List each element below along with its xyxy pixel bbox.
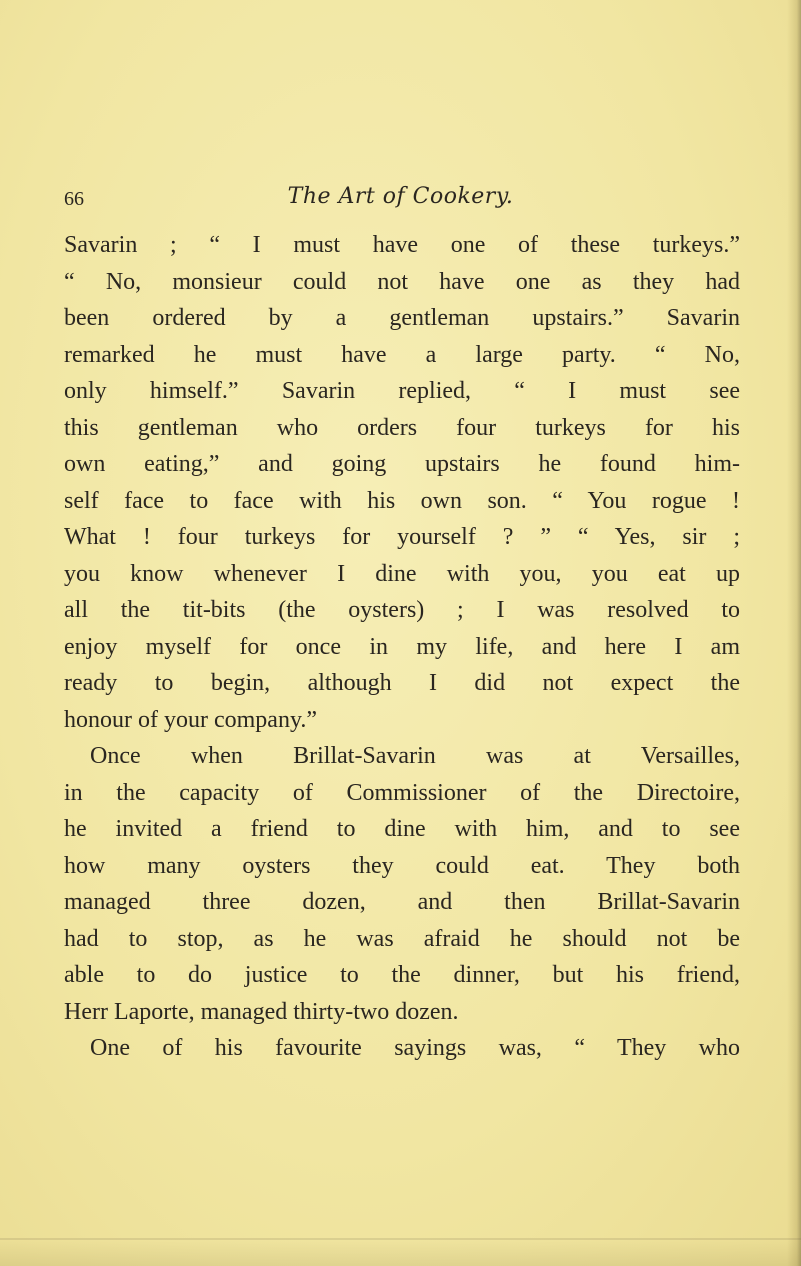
text-line: Savarin ; “ I must have one of these turkeys.” — [64, 232, 740, 258]
text-line: own eating,” and going upstairs he found him- — [64, 451, 740, 477]
running-head: The Art of Cookery. — [287, 184, 514, 209]
text-line: Once when Brillat-Savarin was at Versailles, — [90, 743, 740, 769]
text-line: self face to face with his own son. “ You rogue ! — [64, 487, 740, 514]
text-line: What ! four turkeys for yourself ? ” “ Yes, sir ; — [64, 524, 740, 550]
text-line: ready to begin, although I did not expect the — [64, 670, 740, 696]
text-line: been ordered by a gentleman upstairs.” Savarin — [64, 305, 740, 331]
text-line: he invited a friend to dine with him, and to see — [64, 816, 740, 842]
text-line: in the capacity of Commissioner of the Directoire, — [64, 779, 740, 806]
text-line: Herr Laporte, managed thirty-two dozen. — [64, 998, 459, 1025]
text-line: had to stop, as he was afraid he should not be — [64, 925, 740, 952]
page-bottom-shadow — [0, 1240, 801, 1266]
text-line: you know whenever I dine with you, you eat up — [64, 560, 740, 587]
text-line: how many oysters they could eat. They both — [64, 852, 740, 879]
text-line: all the tit-bits (the oysters) ; I was resolved to — [64, 597, 740, 623]
page-number: 66 — [64, 188, 84, 210]
text-line: this gentleman who orders four turkeys for his — [64, 414, 740, 441]
text-line: honour of your company.” — [64, 706, 318, 733]
text-line: One of his favourite sayings was, “ They who — [90, 1035, 740, 1061]
text-line: managed three dozen, and then Brillat-Savarin — [64, 889, 740, 915]
body-text — [64, 227, 740, 1067]
text-line: enjoy myself for once in my life, and here I am — [64, 633, 740, 660]
text-line: “ No, monsieur could not have one as they had — [64, 268, 740, 295]
text-line: only himself.” Savarin replied, “ I must see — [64, 378, 740, 404]
text-line: able to do justice to the dinner, but his friend, — [64, 962, 740, 988]
text-line: remarked he must have a large party. “ No, — [64, 341, 740, 368]
page-fold-line — [0, 1238, 801, 1240]
